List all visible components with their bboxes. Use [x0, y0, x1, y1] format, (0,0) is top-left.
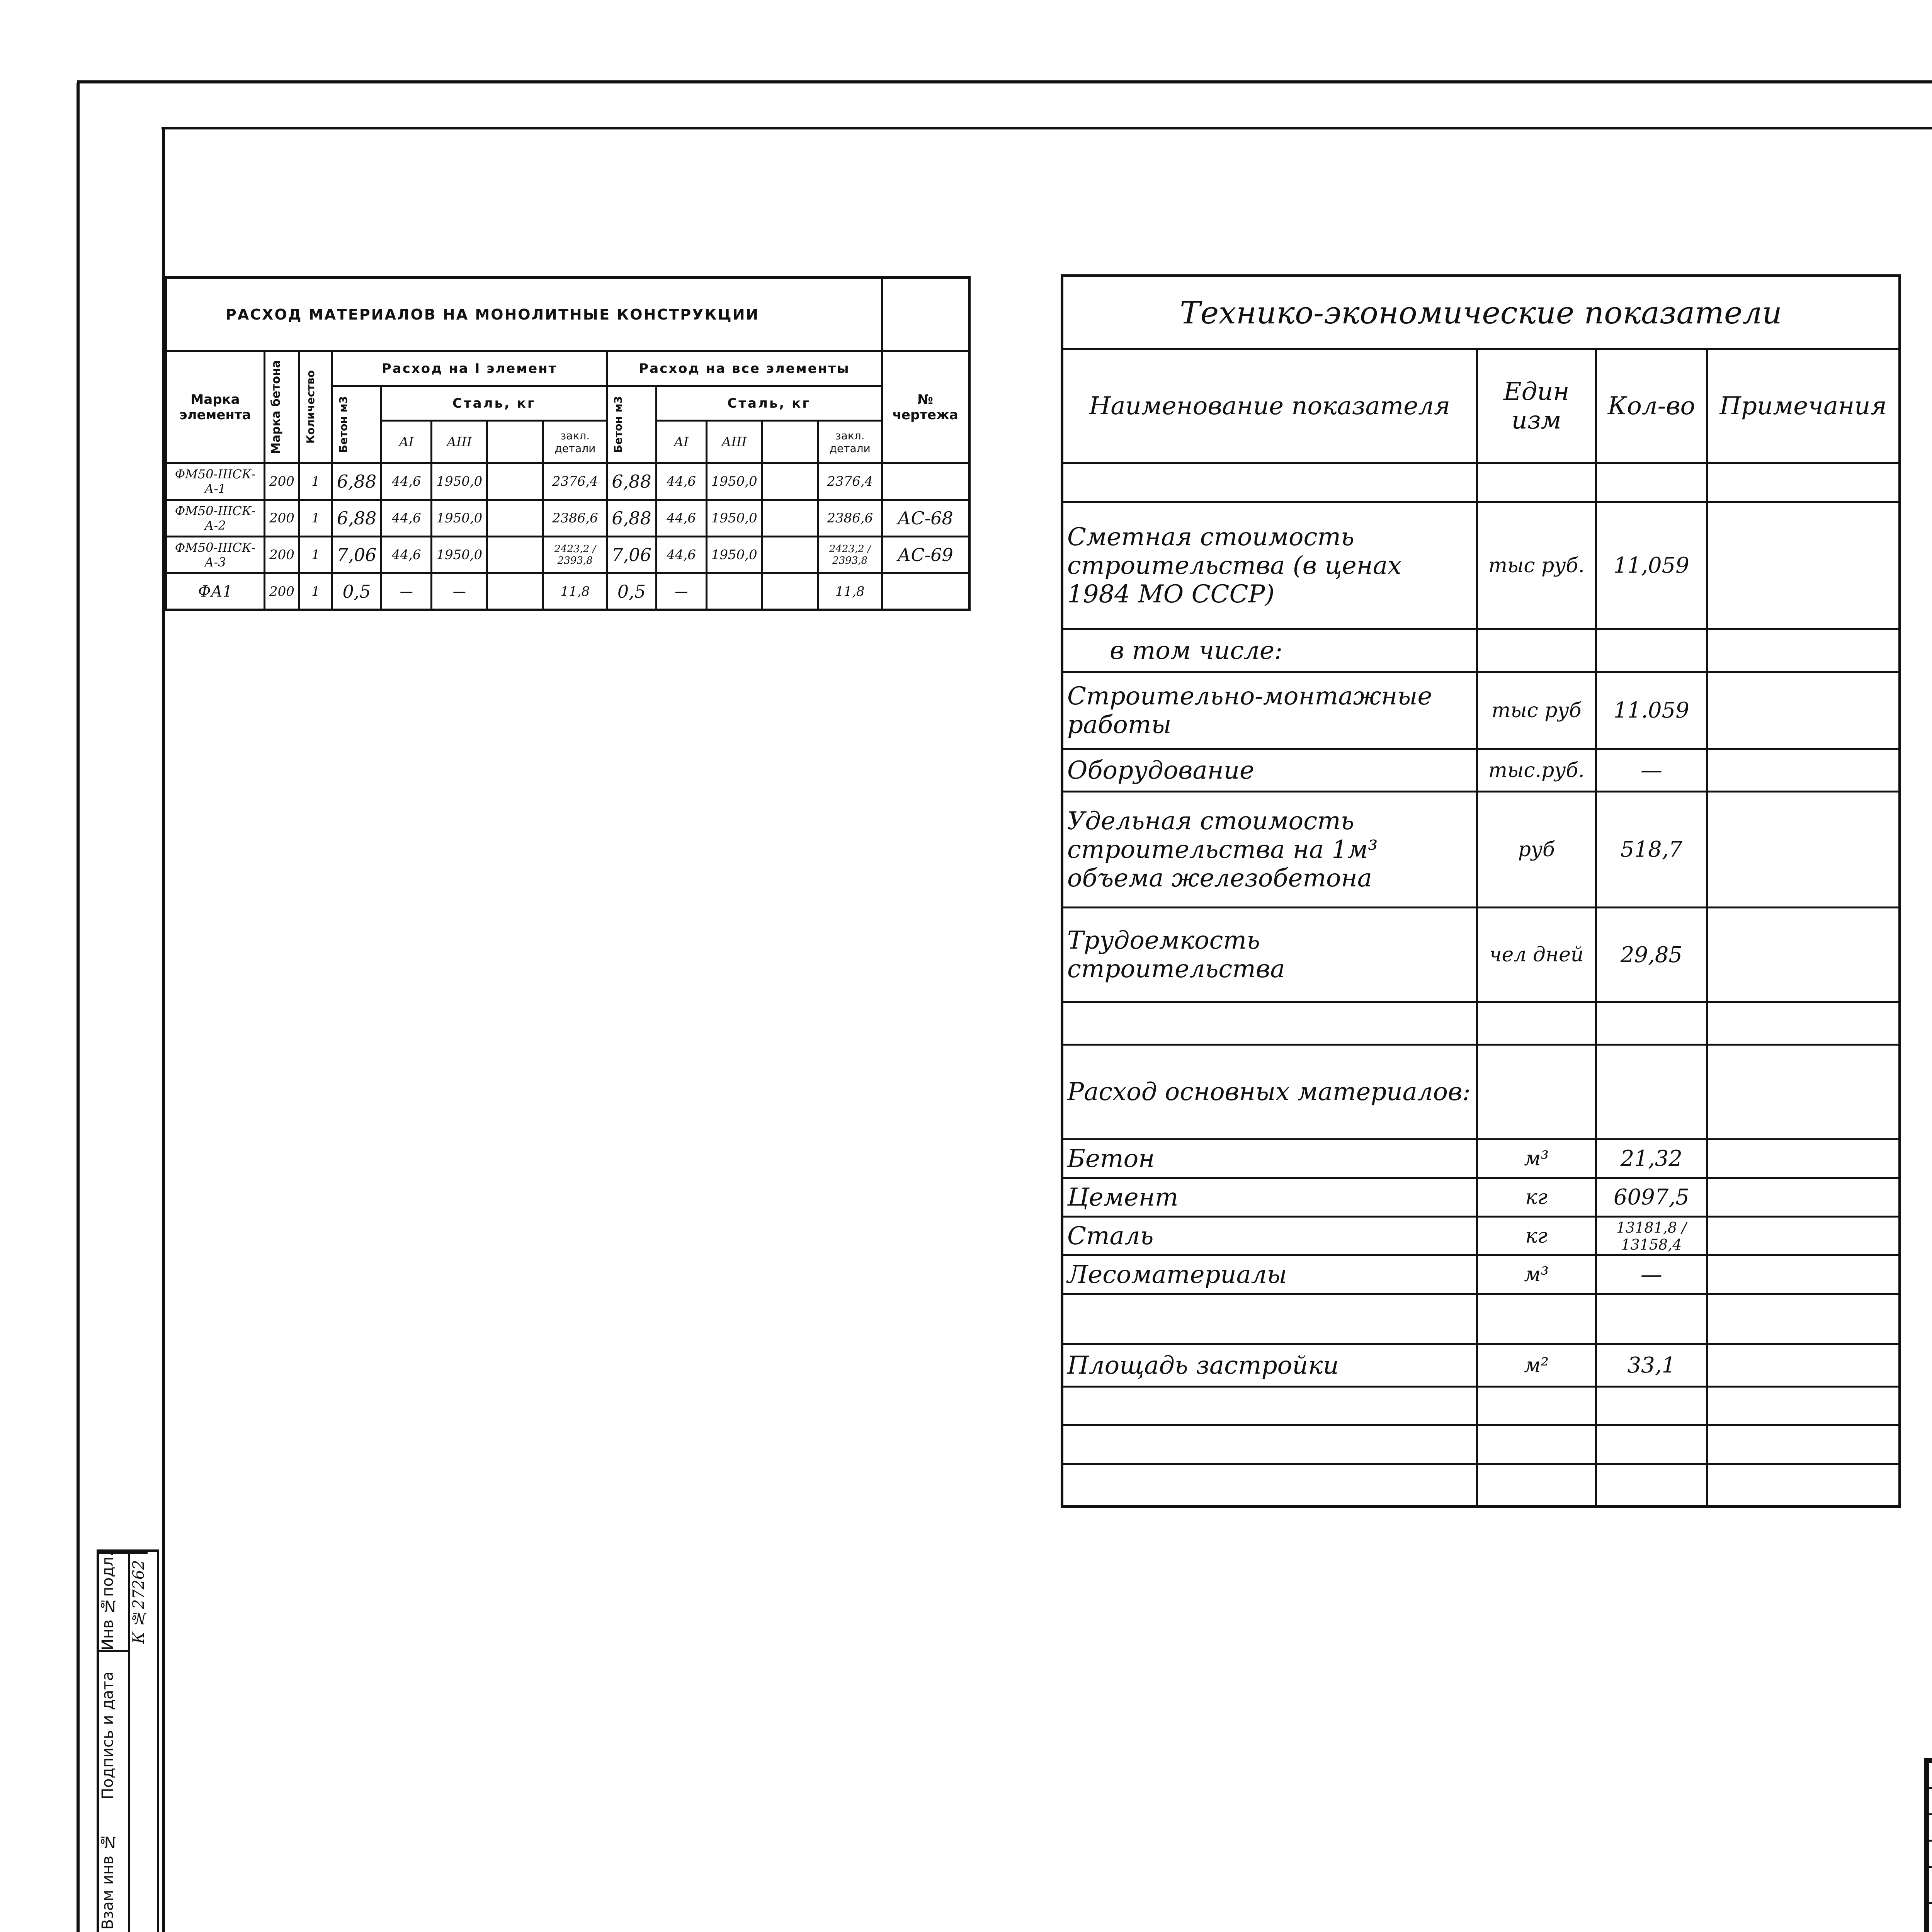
people-role [1928, 1841, 1932, 1867]
cell-concrete: 6,88 [332, 500, 381, 537]
tep-row-name: Лесоматериалы [1062, 1255, 1477, 1294]
header-quantity: Количество [304, 370, 317, 444]
header-per-all: Расход на все элементы [607, 351, 882, 386]
people-row [1928, 1762, 1932, 1788]
header-concrete-1: Бетон м3 [337, 396, 350, 453]
cell-qty: 1 [299, 500, 332, 537]
title-block [1924, 1758, 1932, 1932]
header-concrete-mark: Марка бетона [269, 360, 283, 454]
cell-ai: 44,6 [381, 463, 432, 500]
cell-drawing: АС-68 [882, 500, 969, 537]
materials-row [166, 463, 969, 500]
header-mark: Марка элемента [166, 351, 265, 463]
header-drawing: № чертежа [882, 351, 969, 463]
cell-drawing [882, 573, 969, 610]
header-ai-2: AI [656, 421, 706, 463]
cell-mark: ФМ50-IIIСК-А-1 [166, 463, 265, 500]
tep-row [1062, 1344, 1900, 1387]
cell-ai-all: — [656, 573, 706, 610]
tep-row-name: Площадь застройки [1062, 1344, 1477, 1387]
materials-table [164, 276, 971, 611]
side-stamp-inv-label: Инв №подл. [99, 1552, 128, 1650]
tep-row-name: Сметная стоимость строительства (в ценах 1984 МО СССР) [1062, 502, 1477, 629]
tep-row-name: Оборудование [1062, 749, 1477, 792]
tep-row-unit: тыс руб [1477, 672, 1596, 749]
tep-row [1062, 908, 1900, 1002]
tep-header-unit: Един изм [1477, 349, 1596, 463]
left-border-line [77, 83, 80, 1932]
header-concrete-2: Бетон м3 [612, 396, 625, 453]
tep-row-qty: 11,059 [1596, 502, 1707, 629]
tep-row-unit: м³ [1477, 1139, 1596, 1178]
cell-concrete-all: 6,88 [607, 500, 656, 537]
tep-row [1062, 749, 1900, 792]
header-parts-2: закл. детали [818, 421, 882, 463]
cell-mark: ФА1 [166, 573, 265, 610]
tep-row-unit [1477, 629, 1596, 672]
tep-row-qty [1596, 629, 1707, 672]
tep-row-name: Трудоемкость строительства [1062, 908, 1477, 1002]
cell-aiii-all: 1950,0 [706, 463, 762, 500]
cell-parts: 2386,6 [543, 500, 607, 537]
people-row [1928, 1815, 1932, 1841]
tep-row-unit: м³ [1477, 1255, 1596, 1294]
side-stamp [97, 1549, 159, 1932]
cell-aiii-all: 1950,0 [706, 537, 762, 573]
tep-row-qty: 29,85 [1596, 908, 1707, 1002]
people-role [1928, 1788, 1932, 1815]
tep-row [1062, 1178, 1900, 1217]
side-stamp-number: К №27262 [130, 1552, 148, 1650]
tep-header-note: Примечания [1707, 349, 1900, 463]
cell-aiii: 1950,0 [432, 537, 487, 573]
cell-parts: 11,8 [543, 573, 607, 610]
header-ai-1: AI [381, 421, 432, 463]
tep-row-unit: м² [1477, 1344, 1596, 1387]
cell-mark: ФМ50-IIIСК-А-2 [166, 500, 265, 537]
cell-ai-all: 44,6 [656, 500, 706, 537]
people-role [1928, 1903, 1932, 1932]
cell-aiii: — [432, 573, 487, 610]
cell-cmark: 200 [265, 463, 299, 500]
people-role [1928, 1762, 1932, 1788]
cell-cmark: 200 [265, 500, 299, 537]
tep-row-name: Расход основных материалов: [1062, 1045, 1477, 1139]
tep-row [1062, 1255, 1900, 1294]
people-row [1928, 1841, 1932, 1867]
cell-concrete: 6,88 [332, 463, 381, 500]
side-stamp-vzam-label: Взам инв № [99, 1833, 117, 1930]
tep-row-unit: чел дней [1477, 908, 1596, 1002]
people-role [1928, 1815, 1932, 1841]
tep-row-qty: 33,1 [1596, 1344, 1707, 1387]
inner-top-line [162, 127, 1932, 129]
tep-row-name: Строительно-монтажные работы [1062, 672, 1477, 749]
tep-row [1062, 629, 1900, 672]
cell-concrete: 7,06 [332, 537, 381, 573]
tep-row-name: Сталь [1062, 1217, 1477, 1255]
cell-parts-all: 2423,2 / 2393,8 [818, 537, 882, 573]
tep-row [1062, 1139, 1900, 1178]
tep-row-name: в том числе: [1062, 629, 1477, 672]
tep-row-unit: тыс.руб. [1477, 749, 1596, 792]
materials-table-title: РАСХОД МАТЕРИАЛОВ НА МОНОЛИТНЫЕ КОНСТРУКЦИИ [225, 306, 760, 323]
tep-row-qty: 21,32 [1596, 1139, 1707, 1178]
header-aiii-1: AIII [432, 421, 487, 463]
cell-aiii: 1950,0 [432, 463, 487, 500]
cell-parts-all: 11,8 [818, 573, 882, 610]
title-block-people [1927, 1761, 1932, 1932]
cell-concrete: 0,5 [332, 573, 381, 610]
cell-drawing: АС-69 [882, 537, 969, 573]
people-row [1928, 1867, 1932, 1903]
tep-row [1062, 1217, 1900, 1255]
cell-concrete-all: 6,88 [607, 463, 656, 500]
cell-parts: 2423,2 / 2393,8 [543, 537, 607, 573]
tep-table [1061, 274, 1901, 1508]
header-steel-2: Сталь, кг [656, 386, 882, 421]
people-role [1928, 1867, 1932, 1903]
cell-qty: 1 [299, 463, 332, 500]
cell-mark: ФМ50-IIIСК-А-3 [166, 537, 265, 573]
cell-parts: 2376,4 [543, 463, 607, 500]
cell-aiii: 1950,0 [432, 500, 487, 537]
cell-concrete-all: 7,06 [607, 537, 656, 573]
people-row [1928, 1903, 1932, 1932]
header-per-one: Расход на I элемент [332, 351, 607, 386]
tep-row [1062, 1045, 1900, 1139]
header-aiii-2: AIII [706, 421, 762, 463]
cell-qty: 1 [299, 573, 332, 610]
tep-row-name: Бетон [1062, 1139, 1477, 1178]
materials-table-block [164, 276, 971, 611]
tep-table-block [1061, 274, 1901, 1508]
cell-ai: 44,6 [381, 500, 432, 537]
tep-row-unit: руб [1477, 792, 1596, 908]
header-parts-1: закл. детали [543, 421, 607, 463]
tep-header-name: Наименование показателя [1062, 349, 1477, 463]
cell-ai-all: 44,6 [656, 463, 706, 500]
header-steel-1: Сталь, кг [381, 386, 607, 421]
top-border-line [77, 80, 1932, 83]
tep-row-qty: 11.059 [1596, 672, 1707, 749]
cell-ai: — [381, 573, 432, 610]
tep-row-name: Цемент [1062, 1178, 1477, 1217]
tep-row-name: Удельная стоимость строительства на 1м³ объема железобетона [1062, 792, 1477, 908]
cell-ai: 44,6 [381, 537, 432, 573]
tep-header-qty: Кол-во [1596, 349, 1707, 463]
tep-row-unit: кг [1477, 1178, 1596, 1217]
cell-qty: 1 [299, 537, 332, 573]
cell-cmark: 200 [265, 573, 299, 610]
tep-title: Технико-экономические показатели [1062, 276, 1900, 349]
tep-row-qty: 13181,8 / 13158,4 [1596, 1217, 1707, 1255]
tep-row [1062, 502, 1900, 629]
tep-row-qty: — [1596, 1255, 1707, 1294]
cell-drawing [882, 463, 969, 500]
materials-row [166, 573, 969, 610]
tep-row-qty: — [1596, 749, 1707, 792]
materials-row [166, 537, 969, 573]
tep-row [1062, 792, 1900, 908]
cell-ai-all: 44,6 [656, 537, 706, 573]
cell-aiii-all: 1950,0 [706, 500, 762, 537]
cell-cmark: 200 [265, 537, 299, 573]
tep-row-qty: 6097,5 [1596, 1178, 1707, 1217]
side-stamp-sign-label: Подпись и дата [99, 1650, 128, 1818]
cell-aiii-all [706, 573, 762, 610]
cell-parts-all: 2376,4 [818, 463, 882, 500]
cell-concrete-all: 0,5 [607, 573, 656, 610]
materials-row [166, 500, 969, 537]
people-row [1928, 1788, 1932, 1815]
tep-row-unit: тыс руб. [1477, 502, 1596, 629]
tep-row-unit: кг [1477, 1217, 1596, 1255]
tep-row-qty: 518,7 [1596, 792, 1707, 908]
tep-row [1062, 672, 1900, 749]
cell-parts-all: 2386,6 [818, 500, 882, 537]
